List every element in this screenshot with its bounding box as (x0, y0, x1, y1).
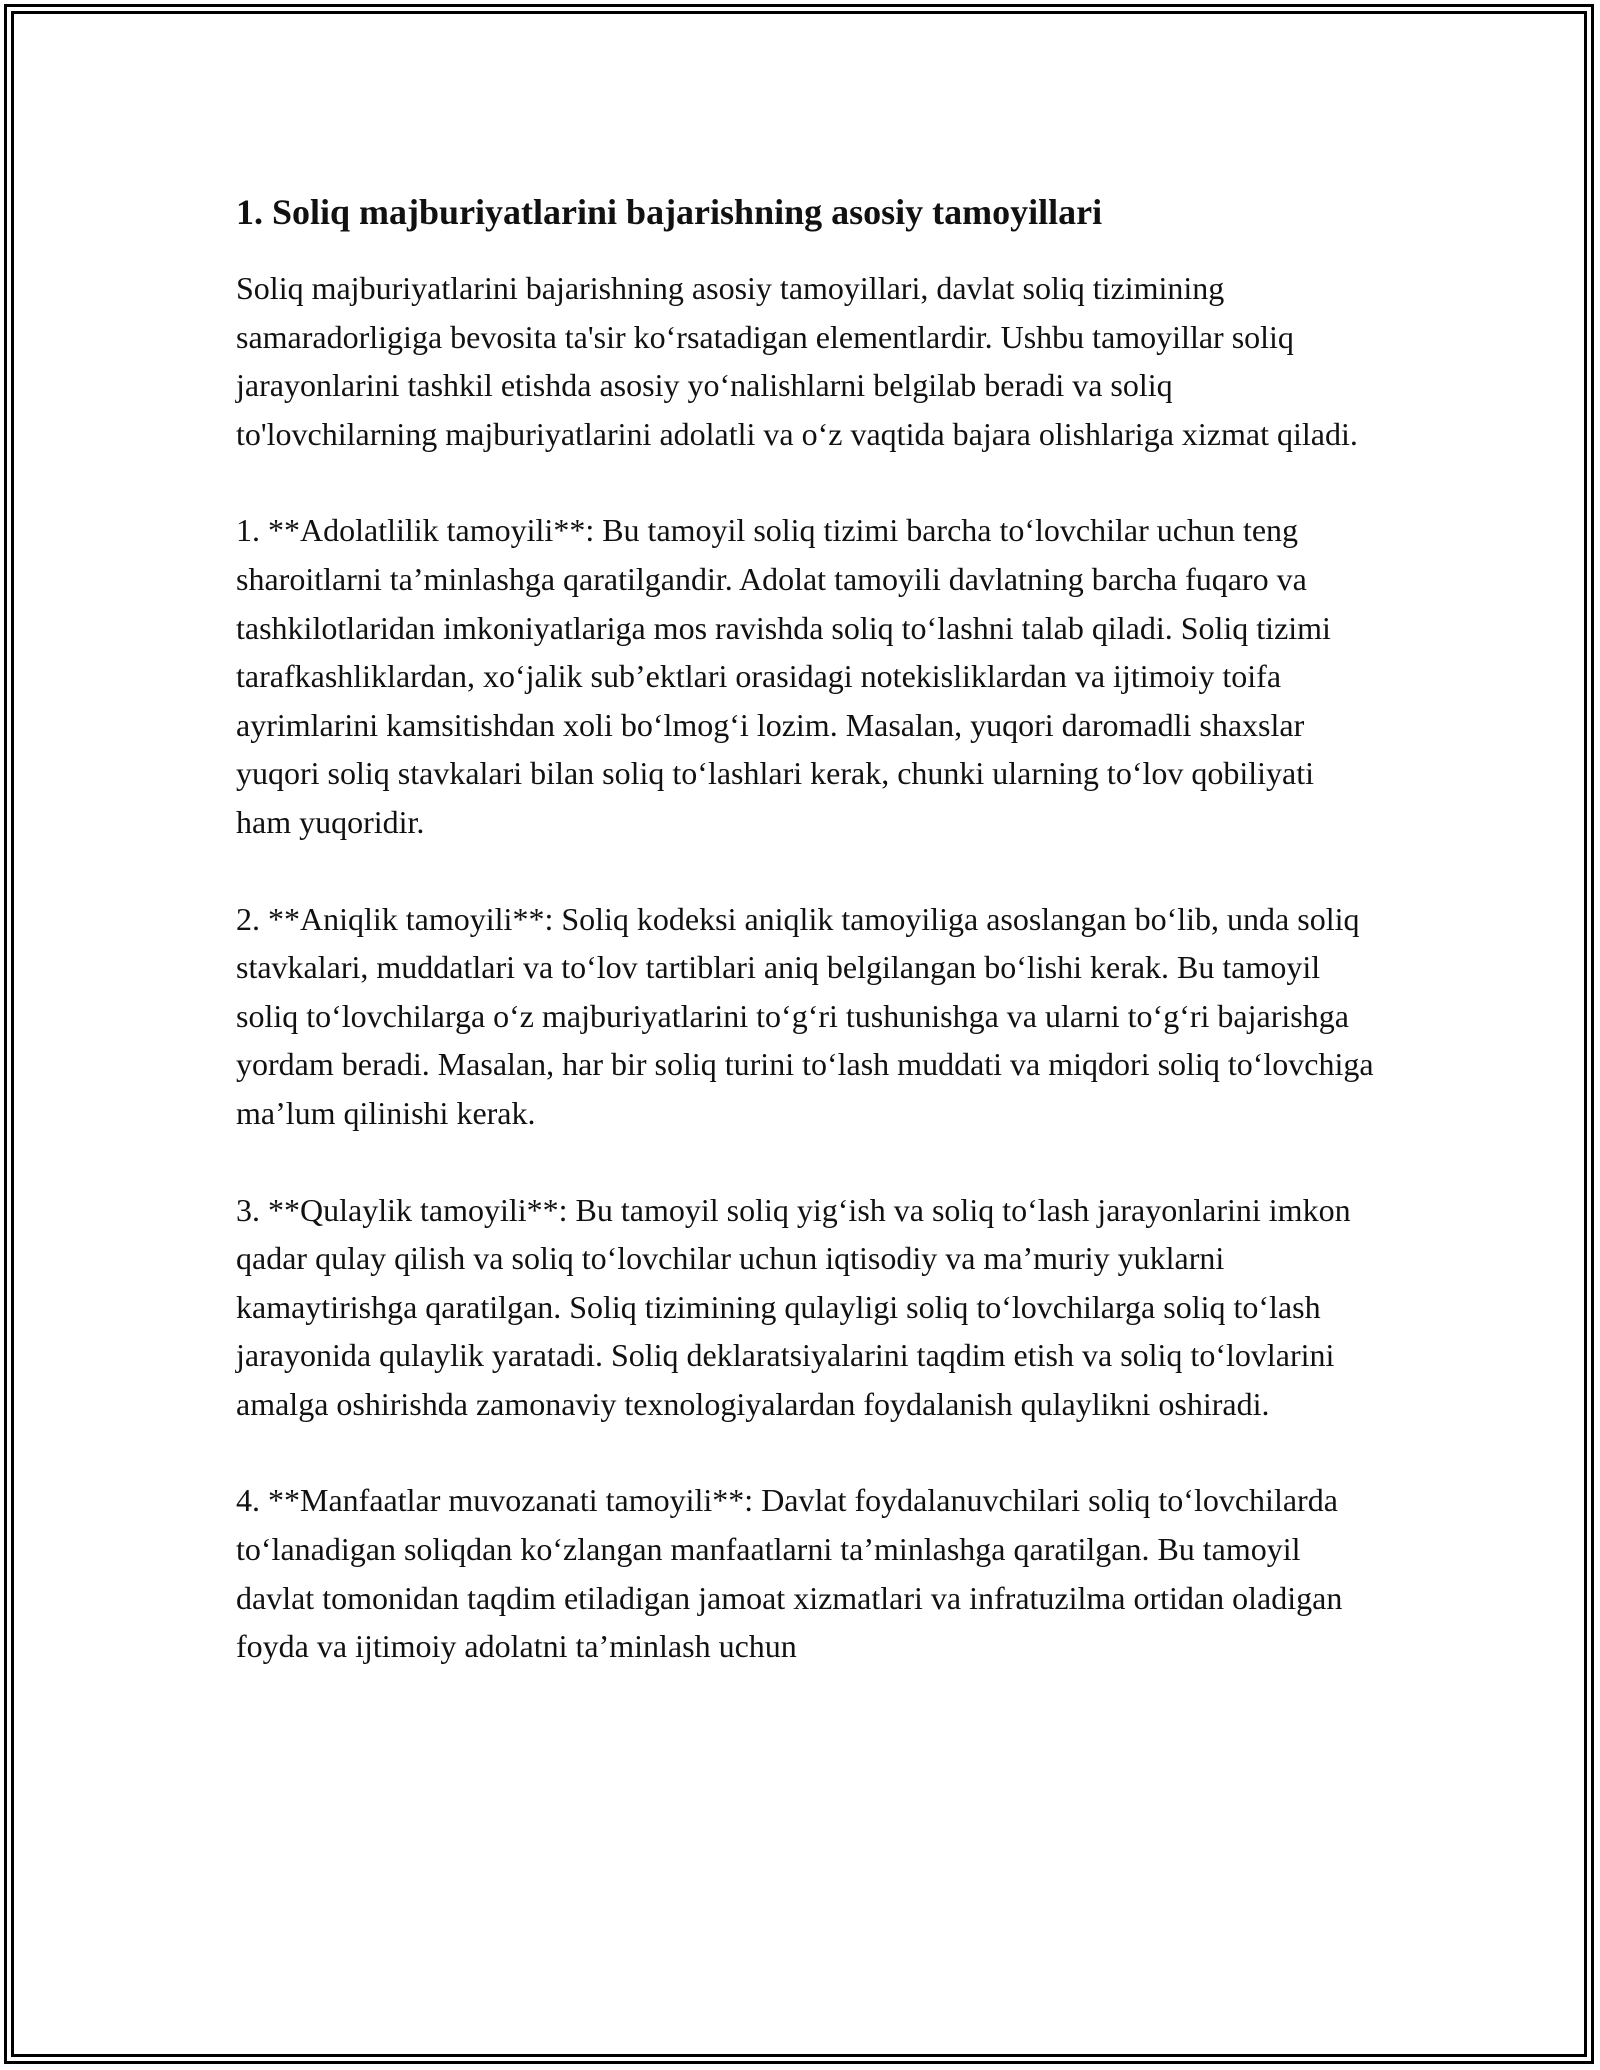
paragraph-qulaylik: 3. **Qulaylik tamoyili**: Bu tamoyil soliq yigʻish va soliq toʻlash jarayonlarini imkon qadar qulay qilish va soliq toʻlovchilar uchun iqtisodiy va ma’muriy yuklarni kamaytirishga qaratilgan. Soliq tizimining qulayligi soliq toʻlovchilarga soliq toʻlash jarayonida qulaylik yaratadi. Soliq deklaratsiyalarini taqdim etish va soliq toʻlovlarini amalga oshirishda zamonaviy texnologiyalardan foydalanish qulaylikni oshiradi. (236, 1191, 1351, 1422)
paragraph-aniqlik: 2. **Aniqlik tamoyili**: Soliq kodeksi aniqlik tamoyiliga asoslangan boʻlib, unda soliq stavkalari, muddatlari va toʻlov tartiblari aniq belgilangan boʻlishi kerak. Bu tamoyil soliq toʻlovchilarga oʻz majburiyatlarini toʻgʻri tushunishga va ularni toʻgʻri bajarishga yordam beradi. Masalan, har bir soliq turini toʻlash muddati va miqdori soliq toʻlovchiga ma’lum qilinishi kerak. (236, 900, 1374, 1131)
paragraph-manfaatlar: 4. **Manfaatlar muvozanati tamoyili**: Davlat foydalanuvchilari soliq toʻlovchilarda toʻlanadigan soliqdan koʻzlangan manfaatlarni ta’minlashga qaratilgan. Bu tamoyil davlat tomonidan taqdim etiladigan jamoat xizmatlari va infratuzilma ortidan oladigan foyda va ijtimoiy adolatni ta’minlash uchun (236, 1482, 1343, 1665)
intro-paragraph: Soliq majburiyatlarini bajarishning asosiy tamoyillari, davlat soliq tizimining samaradorligiga bevosita ta'sir koʻrsatadigan elementlardir. Ushbu tamoyillar soliq jarayonlarini tashkil etishda asosiy yoʻnalishlarni belgilab beradi va soliq to'lovchilarning majburiyatlarini adolatli va oʻz vaqtida bajara olishlariga xizmat qiladi. (236, 270, 1358, 452)
paragraph-adolatlilik: 1. **Adolatlilik tamoyili**: Bu tamoyil soliq tizimi barcha toʻlovchilar uchun teng sharoitlarni ta’minlashga qaratilgandir. Adolat tamoyili davlatning barcha fuqaro va tashkilotlaridan imkoniyatlariga mos ravishda soliq toʻlashni talab qiladi. Soliq tizimi tarafkashliklardan, xoʻjalik sub’ektlari orasidagi notekisliklardan va ijtimoiy toifa ayrimlarini kamsitishdan xoli boʻlmogʻi lozim. Masalan, yuqori daromadli shaxslar yuqori soliq stavkalari bilan soliq toʻlashlari kerak, chunki ularning toʻlov qobiliyati ham yuqoridir. (236, 512, 1331, 840)
section-heading: 1. Soliq majburiyatlarini bajarishning asosiy tamoyillari (236, 192, 1103, 232)
document-body (236, 188, 1376, 1719)
